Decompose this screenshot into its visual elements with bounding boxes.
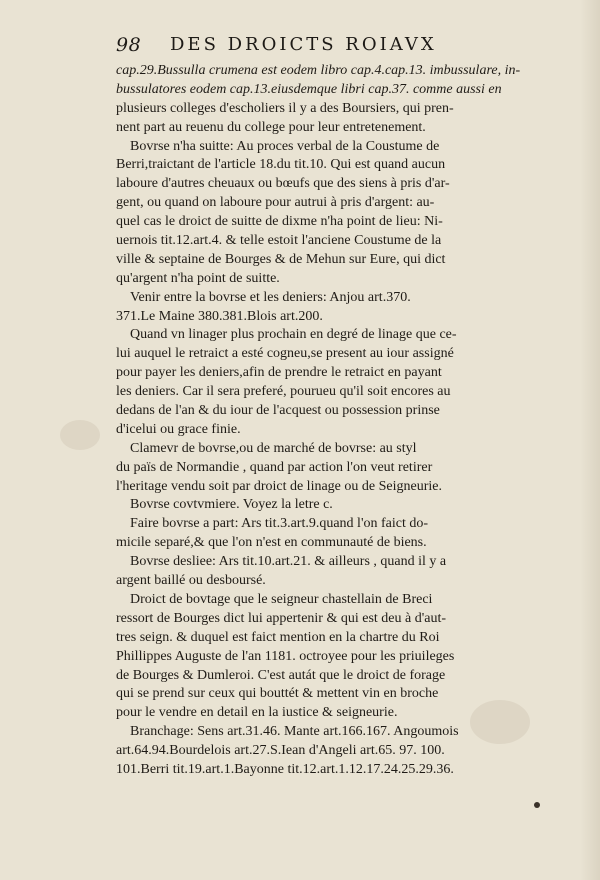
entry-heading-line: Bovrse covtvmiere. Voyez la letre c. (130, 497, 333, 513)
text-line: ville & septaine de Bourges & de Mehun sur Eure, qui dict (116, 251, 446, 267)
text-line: 101.Berri tit.19.art.1.Bayonne tit.12.art.1.12.17.24.25.29.36. (116, 761, 454, 777)
entry-heading-line: Droict de bovtage que le seigneur chastellain de Breci (130, 591, 433, 607)
text-line: cap.29.Bussulla crumena est eodem libro cap.4.cap.13. imbussulare, in- (116, 63, 521, 78)
text-line: tres seign. & duquel est faict mention en la chartre du Roi (116, 629, 440, 645)
paper-stain (60, 420, 100, 450)
text-line: Berri,traictant de l'article 18.du tit.10. Qui est quand aucun (116, 157, 446, 173)
text-line: les deniers. Car il sera preferé, pourueu qu'il soit encores au (116, 384, 451, 400)
page-header (116, 34, 516, 60)
entry-heading-line: Bovrse n'ha suitte: Au proces verbal de la Coustume de (130, 138, 440, 154)
text-line: lui auquel le retraict a esté cogneu,se present au iour assigné (116, 346, 454, 362)
entry-heading-line: Bovrse desliee: Ars tit.10.art.21. & ailleurs , quand il y a (130, 554, 447, 570)
text-line: uernois tit.12.art.4. & telle estoit l'anciene Coustume de la (116, 233, 442, 249)
text-line: quel cas le droict de suitte de dixme n'ha point de lieu: Ni- (116, 214, 443, 230)
text-line: bussulatores eodem cap.13.eiusdemque libri cap.37. comme aussi en (116, 81, 502, 97)
running-title: DES DROICTS ROIAVX (170, 34, 437, 55)
text-line: 371.Le Maine 380.381.Blois art.200. (116, 308, 323, 324)
text-line: plusieurs colleges d'escholiers il y a des Boursiers, qui pren- (116, 100, 454, 116)
text-line: de Bourges & Dumleroi. C'est autát que le droict de forage (116, 667, 446, 683)
text-line: l'heritage vendu soit par droict de linage ou de Seigneurie. (116, 478, 442, 494)
folio-number: 98 (116, 34, 142, 56)
printer-ornament-icon (532, 800, 542, 810)
entry-heading-line: Faire bovrse a part: Ars tit.3.art.9.quand l'on faict do- (130, 516, 428, 532)
text-line: ressort de Bourges dict lui appertenir & qui est deu à d'aut- (116, 610, 447, 626)
text-line: micile separé,& que l'on n'est en communauté de biens. (116, 535, 427, 551)
text-line: argent baillé ou desboursé. (116, 573, 266, 589)
text-line: qui se prend sur ceux qui bouttét & mettent vin en broche (116, 686, 439, 702)
text-line: laboure d'autres cheuaux ou bœufs que des siens à pris d'ar- (116, 176, 450, 192)
text-line: nent part au reuenu du college pour leur entretenement. (116, 119, 426, 135)
text-line: du païs de Normandie , quand par action l'on veut retirer (116, 459, 433, 475)
body-text (116, 62, 522, 780)
text-line: dedans de l'an & du iour de l'acquest ou possession prinse (116, 403, 440, 419)
text-line: qu'argent n'ha point de suitte. (116, 270, 280, 286)
entry-heading-line: Venir entre la bovrse et les deniers: Anjou art.370. (130, 289, 411, 305)
text-line: Phillippes Auguste de l'an 1181. octroyee pour les priuileges (116, 648, 455, 664)
entry-heading-line: Branchage: Sens art.31.46. Mante art.166.167. Angoumois (130, 724, 459, 740)
text-line: art.64.94.Bourdelois art.27.S.Iean d'Angeli art.65. 97. 100. (116, 743, 445, 759)
text-line: pour payer les deniers,afin de prendre le retraict en payant (116, 365, 442, 381)
text-line: Quand vn linager plus prochain en degré de linage que ce- (130, 327, 457, 343)
text-line: gent, ou quand on laboure pour autrui à pris d'argent: au- (116, 195, 435, 211)
page-edge-shadow (580, 0, 600, 880)
entry-heading-line: Clamevr de bovrse,ou de marché de bovrse: au styl (130, 440, 417, 456)
text-line: d'icelui ou grace finie. (116, 421, 241, 437)
text-line: pour le vendre en detail en la iustice & seigneurie. (116, 705, 398, 721)
